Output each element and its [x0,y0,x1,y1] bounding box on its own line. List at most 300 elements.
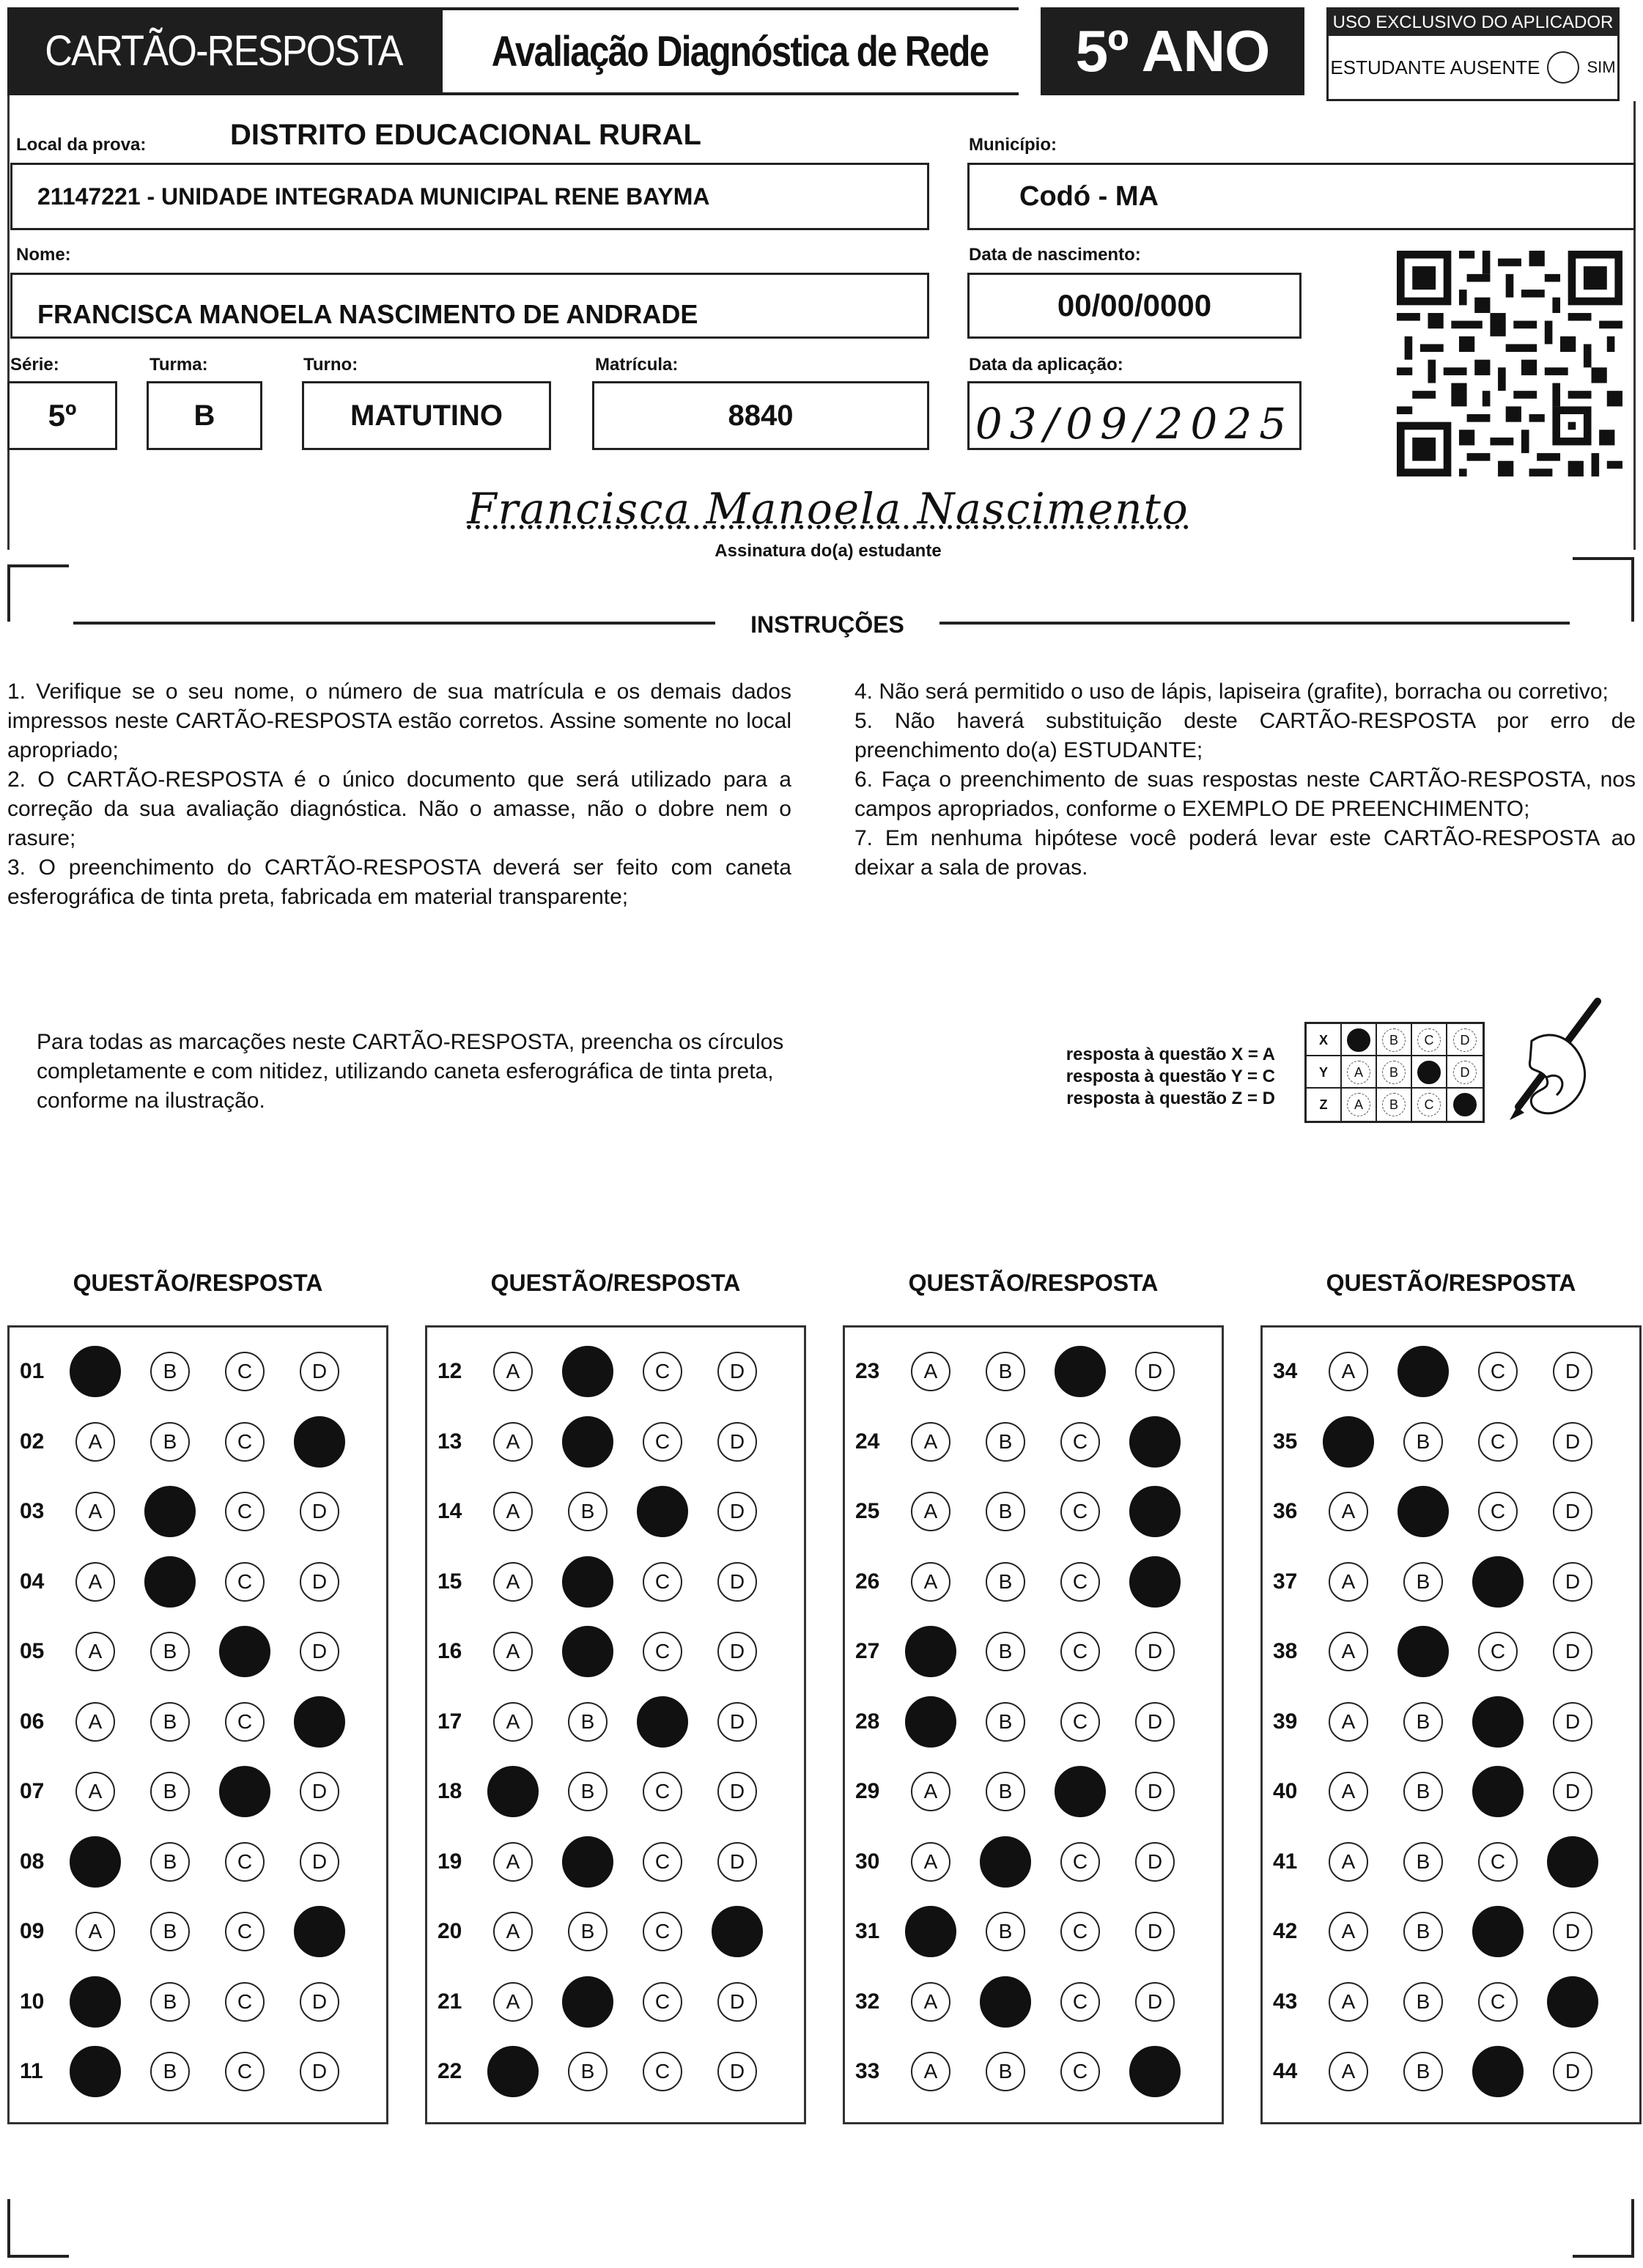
answer-bubble-a[interactable]: A [911,1562,950,1602]
answer-bubble-c[interactable] [637,1696,688,1748]
answer-bubble-d[interactable]: D [300,1352,339,1391]
answer-bubble-c[interactable]: C [1060,1632,1100,1671]
answer-bubble-b[interactable]: B [986,1632,1025,1671]
answer-bubble-c[interactable] [1472,1556,1524,1608]
municipio-value: Codó - MA [1019,180,1159,212]
answer-bubble-c[interactable]: C [225,1352,265,1391]
answer-bubble-b[interactable]: B [150,2052,190,2091]
answer-column-3 [843,1325,1224,2124]
answer-bubble-b[interactable] [562,1836,613,1888]
answer-bubble-c[interactable]: C [643,1772,682,1811]
example-bubble-d: D [1453,1028,1477,1052]
local-label: Local da prova: [16,135,147,155]
answer-bubble-b[interactable] [144,1556,196,1608]
answer-bubble-d[interactable]: D [1135,1982,1175,2022]
question-number: 40 [1273,1779,1298,1803]
answer-bubble-d[interactable]: D [717,1632,757,1671]
answer-bubble-c[interactable]: C [225,1422,265,1462]
answer-bubble-b[interactable]: B [568,1492,608,1531]
question-row [427,1342,804,1401]
answer-bubble-c[interactable]: C [1060,2052,1100,2091]
answer-bubble-d[interactable]: D [1553,1352,1592,1391]
instruction-6: 6. Faça o preenchimento de suas respostas neste CARTÃO-RESPOSTA, nos campos apropriados, conforme o EXEMPLO DE PREENCHIMENTO; [854,767,1636,821]
matricula-field [592,381,929,450]
answer-bubble-d[interactable]: D [300,1842,339,1882]
answer-bubble-d[interactable]: D [1553,1702,1592,1742]
nascimento-label: Data de nascimento: [969,245,1141,265]
answer-bubble-c[interactable]: C [225,1982,265,2022]
answer-bubble-d[interactable]: D [717,1492,757,1531]
answer-bubble-d[interactable]: D [717,1422,757,1462]
answer-bubble-c[interactable]: C [643,1912,682,1951]
question-row [1263,1833,1639,1891]
answer-bubble-d[interactable]: D [1135,1632,1175,1671]
answer-bubble-b[interactable]: B [568,1702,608,1742]
answer-bubble-a[interactable]: A [493,1702,533,1742]
answer-bubble-b[interactable]: B [986,1702,1025,1742]
answer-bubble-a[interactable]: A [911,1422,950,1462]
answer-bubble-d[interactable]: D [1135,1702,1175,1742]
answer-bubble-c[interactable]: C [1060,1982,1100,2022]
answer-bubble-d[interactable]: D [300,1772,339,1811]
question-row [1263,1902,1639,1961]
answer-bubble-b[interactable]: B [986,1772,1025,1811]
example-cell [1342,1089,1377,1121]
question-row [1263,1693,1639,1751]
answer-bubble-d[interactable]: D [717,1772,757,1811]
answer-bubble-a[interactable] [487,1766,539,1817]
answer-bubble-b[interactable]: B [986,2052,1025,2091]
answer-bubble-d[interactable]: D [717,2052,757,2091]
answer-bubble-c[interactable]: C [1060,1912,1100,1951]
answer-bubble-b[interactable]: B [150,1772,190,1811]
answer-bubble-b[interactable]: B [150,1352,190,1391]
answer-bubble-b[interactable] [562,1556,613,1608]
question-row [427,1762,804,1821]
turno-value: MATUTINO [350,399,503,432]
answer-bubble-c[interactable]: C [643,1842,682,1882]
answer-bubble-c[interactable]: C [1060,1562,1100,1602]
exam-title-box [443,10,1038,92]
answer-bubble-a[interactable] [905,1696,956,1748]
answer-bubble-c[interactable]: C [1478,1352,1518,1391]
example-bubble-c [1417,1061,1441,1084]
answer-bubble-d[interactable] [294,1696,345,1748]
answer-bubble-a[interactable]: A [75,1632,115,1671]
answer-bubble-d[interactable]: D [717,1702,757,1742]
instructions-title: INSTRUÇÕES [750,611,904,638]
question-number: 31 [855,1919,880,1943]
question-row [427,1833,804,1891]
pen-hand-icon [1466,997,1612,1136]
example-cell [1377,1089,1412,1121]
answer-bubble-b[interactable]: B [150,1912,190,1951]
answer-bubble-a[interactable] [70,1976,121,2028]
answer-bubble-a[interactable] [70,2046,121,2097]
answer-bubble-c[interactable] [1472,1696,1524,1748]
answer-bubble-d[interactable]: D [1553,1632,1592,1671]
answer-bubble-b[interactable] [1398,1626,1449,1677]
answer-bubble-b[interactable]: B [568,1912,608,1951]
answer-bubble-a[interactable]: A [1329,1982,1368,2022]
answer-bubble-a[interactable]: A [1329,1912,1368,1951]
answer-bubble-a[interactable] [70,1836,121,1888]
answer-bubble-d[interactable]: D [1553,1772,1592,1811]
answer-column-2 [425,1325,806,2124]
example-text: Para todas as marcações neste CARTÃO-RESPOSTA, preencha os círculos completamente e com nitidez, utilizando caneta esferográfica de tinta preta, conforme na ilustração. [37,1030,784,1113]
answer-bubble-d[interactable]: D [1135,1912,1175,1951]
question-number: 10 [20,1989,45,2014]
answer-bubble-d[interactable]: D [717,1982,757,2022]
absent-option: SIM [1587,58,1616,76]
question-number: 38 [1273,1639,1298,1663]
example-cell [1412,1089,1447,1121]
answer-bubble-b[interactable]: B [150,1632,190,1671]
instructions-left [7,677,791,912]
corner-bottom-left [7,2199,69,2258]
answer-bubble-a[interactable]: A [493,1422,533,1462]
answer-bubble-d[interactable] [1129,1556,1181,1608]
corner-bottom-right [1573,2199,1634,2258]
instruction-4: 4. Não será permitido o uso de lápis, lapiseira (grafite), borracha ou corretivo; [854,680,1609,704]
answer-bubble-d[interactable]: D [1553,1912,1592,1951]
answer-bubble-c[interactable]: C [643,1632,682,1671]
answer-bubble-c[interactable]: C [1478,1422,1518,1462]
answer-bubble-d[interactable] [1129,2046,1181,2097]
answer-bubble-b[interactable]: B [1403,1912,1443,1951]
example-cell [1342,1056,1377,1089]
answer-bubble-b[interactable]: B [1403,1982,1443,2022]
answer-bubble-c[interactable]: C [225,1562,265,1602]
example-bubble-c: C [1417,1028,1441,1052]
answer-bubble-b[interactable] [562,1416,613,1468]
answer-bubble-a[interactable] [487,2046,539,2097]
question-row [10,1413,386,1471]
example-cell [1377,1056,1412,1089]
answer-bubble-d[interactable]: D [300,2052,339,2091]
example-bubble-c: C [1417,1093,1441,1116]
answer-bubble-c[interactable]: C [1060,1492,1100,1531]
matricula-label: Matrícula: [595,355,679,375]
answer-bubble-a[interactable]: A [1329,1842,1368,1882]
applicator-box [1326,7,1620,101]
answer-bubble-a[interactable]: A [1329,1562,1368,1602]
answer-bubble-a[interactable]: A [493,1632,533,1671]
question-number: 19 [437,1849,462,1874]
exam-title: Avaliação Diagnóstica de Rede [492,27,989,76]
question-number: 23 [855,1359,880,1383]
answer-bubble-c[interactable]: C [1478,1632,1518,1671]
answer-bubble-a[interactable]: A [1329,1352,1368,1391]
example-cell [1342,1024,1377,1056]
turno-field [302,381,551,450]
answer-bubble-c[interactable]: C [643,1352,682,1391]
answer-bubble-d[interactable] [1129,1486,1181,1537]
answer-bubble-d[interactable] [294,1416,345,1468]
answer-bubble-d[interactable]: D [717,1842,757,1882]
answer-bubble-b[interactable]: B [1403,1562,1443,1602]
signature: Francisca Manoela Nascimento [467,484,1189,534]
instruction-5: 5. Não haverá substituição deste CARTÃO-RESPOSTA por erro de preenchimento do(a) ESTUDANTE; [854,709,1636,762]
answer-bubble-a[interactable] [905,1626,956,1677]
serie-value: 5º [48,398,77,432]
answer-bubble-a[interactable]: A [75,1492,115,1531]
serie-label: Série: [10,355,59,375]
question-row [10,1762,386,1821]
question-row [427,1902,804,1961]
answer-bubble-a[interactable]: A [911,2052,950,2091]
answer-bubble-b[interactable]: B [986,1422,1025,1462]
answer-bubble-a[interactable]: A [493,1912,533,1951]
instruction-2: 2. O CARTÃO-RESPOSTA é o único documento que será utilizado para a correção da sua avaliação diagnóstica. Não o amasse, não o dobre nem o rasure; [7,767,791,850]
answer-bubble-c[interactable]: C [1060,1842,1100,1882]
answer-bubble-b[interactable]: B [986,1352,1025,1391]
answer-bubble-a[interactable]: A [911,1492,950,1531]
answer-bubble-a[interactable]: A [1329,1772,1368,1811]
answer-bubble-c[interactable] [1472,2046,1524,2097]
answer-bubble-a[interactable] [70,1346,121,1397]
question-row [845,1482,1222,1541]
answer-bubble-d[interactable]: D [1135,1352,1175,1391]
answer-bubble-a[interactable]: A [1329,1632,1368,1671]
frame-left [7,95,10,550]
example-table [1304,1022,1485,1123]
answer-bubble-d[interactable]: D [300,1562,339,1602]
question-number: 08 [20,1849,45,1874]
answer-bubble-b[interactable]: B [568,2052,608,2091]
answer-bubble-a[interactable]: A [911,1842,950,1882]
answer-bubble-d[interactable] [294,1906,345,1957]
question-number: 14 [437,1499,462,1523]
answer-bubble-d[interactable] [1547,1976,1598,2028]
answer-bubble-b[interactable] [1398,1346,1449,1397]
answer-bubble-c[interactable]: C [225,1702,265,1742]
question-row [1263,1622,1639,1681]
column-title-3: QUESTÃO/RESPOSTA [908,1270,1159,1296]
answer-bubble-d[interactable]: D [1553,1492,1592,1531]
answer-bubble-b[interactable]: B [150,1842,190,1882]
answer-bubble-b[interactable]: B [1403,1702,1443,1742]
answer-bubble-b[interactable] [1398,1486,1449,1537]
question-number: 25 [855,1499,880,1523]
example-bubble-b: B [1382,1061,1406,1084]
answer-bubble-a[interactable]: A [75,1422,115,1462]
answer-bubble-b[interactable]: B [1403,1422,1443,1462]
example-row [1307,1024,1483,1056]
nascimento-value: 00/00/0000 [1057,288,1212,323]
answer-bubble-b[interactable]: B [150,1422,190,1462]
signature-label: Assinatura do(a) estudante [715,541,942,561]
answer-bubble-b[interactable] [980,1836,1031,1888]
answer-bubble-c[interactable]: C [225,1492,265,1531]
answer-bubble-d[interactable]: D [717,1352,757,1391]
answer-bubble-b[interactable] [562,1346,613,1397]
answer-bubble-c[interactable]: C [643,1422,682,1462]
question-number: 21 [437,1989,462,2014]
nascimento-field [967,273,1302,339]
card-title: CARTÃO-RESPOSTA [45,27,402,75]
answer-bubble-a[interactable]: A [911,1772,950,1811]
school-value: 21147221 - UNIDADE INTEGRADA MUNICIPAL RENE BAYMA [37,183,710,210]
corner-top-right [1573,557,1634,622]
question-row [427,1622,804,1681]
municipio-label: Município: [969,135,1057,155]
answer-bubble-c[interactable] [1472,1906,1524,1957]
answer-bubble-d[interactable]: D [1553,1422,1592,1462]
answer-bubble-a[interactable]: A [1329,2052,1368,2091]
nome-value: FRANCISCA MANOELA NASCIMENTO DE ANDRADE [37,299,698,329]
example-cell [1412,1056,1447,1089]
example-legend-y: resposta à questão Y = C [1066,1067,1275,1086]
question-number: 03 [20,1499,45,1523]
answer-bubble-c[interactable]: C [643,1562,682,1602]
answer-bubble-a[interactable]: A [911,1352,950,1391]
answer-bubble-c[interactable] [219,1766,270,1817]
answer-bubble-c[interactable]: C [225,1912,265,1951]
answer-bubble-a[interactable]: A [75,1772,115,1811]
instruction-3: 3. O preenchimento do CARTÃO-RESPOSTA deverá ser feito com caneta esferográfica de tinta preta, fabricada em material transparente; [7,855,791,909]
answer-bubble-b[interactable] [562,1976,613,2028]
answer-bubble-d[interactable]: D [1135,1772,1175,1811]
example-legend-x: resposta à questão X = A [1066,1045,1275,1064]
question-number: 39 [1273,1709,1298,1734]
example-bubble-d: D [1453,1061,1477,1084]
question-row [10,2042,386,2101]
answer-bubble-c[interactable]: C [643,2052,682,2091]
instructions-rule-left [73,622,715,625]
answer-bubble-c[interactable]: C [1060,1422,1100,1462]
question-row [10,1833,386,1891]
answer-bubble-c[interactable]: C [1478,1982,1518,2022]
serie-field [7,381,117,450]
answer-bubble-d[interactable]: D [717,1562,757,1602]
answer-bubble-c[interactable] [1055,1766,1106,1817]
answer-bubble-c[interactable]: C [1478,1842,1518,1882]
turma-label: Turma: [149,355,208,375]
aplicacao-field[interactable] [967,381,1302,450]
instructions-rule-right [939,622,1570,625]
answer-bubble-d[interactable]: D [1553,2052,1592,2091]
answer-bubble-a[interactable]: A [75,1912,115,1951]
answer-bubble-c[interactable] [219,1626,270,1677]
answer-bubble-b[interactable]: B [150,1702,190,1742]
answer-bubble-c[interactable] [637,1486,688,1537]
answer-bubble-b[interactable]: B [1403,2052,1443,2091]
question-number: 33 [855,2059,880,2083]
question-row [845,1902,1222,1961]
answer-bubble-b[interactable]: B [1403,1842,1443,1882]
answer-bubble-b[interactable]: B [150,1982,190,2022]
question-number: 18 [437,1779,462,1803]
question-row [845,1762,1222,1821]
question-row [427,1693,804,1751]
example-bubble-a: A [1347,1061,1370,1084]
turno-label: Turno: [303,355,358,375]
answer-bubble-a[interactable]: A [493,1842,533,1882]
question-row [10,1973,386,2031]
question-number: 12 [437,1359,462,1383]
answer-bubble-d[interactable] [712,1906,763,1957]
question-row [10,1693,386,1751]
answer-bubble-c[interactable]: C [1060,1702,1100,1742]
answer-bubble-d[interactable] [1129,1416,1181,1468]
example-bubble-a [1347,1028,1370,1052]
answer-bubble-b[interactable]: B [568,1772,608,1811]
answer-bubble-a[interactable]: A [1329,1702,1368,1742]
question-number: 44 [1273,2059,1298,2083]
question-number: 05 [20,1639,45,1663]
question-number: 20 [437,1919,462,1943]
answer-bubble-a[interactable]: A [1329,1492,1368,1531]
grade-box [1041,7,1304,95]
answer-bubble-a[interactable]: A [493,1492,533,1531]
answer-bubble-d[interactable]: D [300,1632,339,1671]
answer-bubble-b[interactable] [144,1486,196,1537]
example-row-label: X [1307,1024,1342,1056]
answer-bubble-b[interactable]: B [986,1492,1025,1531]
answer-bubble-d[interactable]: D [1553,1562,1592,1602]
question-number: 29 [855,1779,880,1803]
answer-bubble-b[interactable]: B [986,1912,1025,1951]
question-number: 35 [1273,1429,1298,1454]
answer-bubble-a[interactable]: A [493,1352,533,1391]
answer-bubble-c[interactable]: C [1478,1492,1518,1531]
question-row [845,1342,1222,1401]
question-row [845,1833,1222,1891]
question-row [1263,2042,1639,2101]
question-number: 41 [1273,1849,1298,1874]
instruction-7: 7. Em nenhuma hipótese você poderá levar este CARTÃO-RESPOSTA ao deixar a sala de provas. [854,826,1636,880]
question-number: 07 [20,1779,45,1803]
answer-bubble-d[interactable]: D [1135,1842,1175,1882]
answer-bubble-d[interactable]: D [300,1982,339,2022]
answer-bubble-a[interactable] [905,1906,956,1957]
example-row-label: Y [1307,1056,1342,1089]
answer-bubble-b[interactable] [980,1976,1031,2028]
answer-bubble-a[interactable]: A [75,1702,115,1742]
answer-column-4 [1260,1325,1642,2124]
turma-value: B [193,399,215,432]
answer-bubble-a[interactable]: A [493,1982,533,2022]
example-cell [1377,1024,1412,1056]
district-name: DISTRITO EDUCACIONAL RURAL [230,119,701,151]
answer-bubble-a[interactable]: A [493,1562,533,1602]
applicator-band: USO EXCLUSIVO DO APLICADOR [1329,10,1617,36]
answer-bubble-c[interactable]: C [643,1982,682,2022]
answer-bubble-a[interactable] [1323,1416,1374,1468]
answer-bubble-c[interactable] [1472,1766,1524,1817]
question-row [845,1553,1222,1611]
answer-bubble-b[interactable]: B [986,1562,1025,1602]
answer-bubble-b[interactable]: B [1403,1772,1443,1811]
answer-bubble-c[interactable]: C [225,2052,265,2091]
answer-bubble-a[interactable]: A [911,1982,950,2022]
answer-bubble-d[interactable]: D [300,1492,339,1531]
question-number: 27 [855,1639,880,1663]
answer-bubble-b[interactable] [562,1626,613,1677]
question-row [427,1413,804,1471]
question-number: 13 [437,1429,462,1454]
absent-checkbox[interactable] [1547,51,1579,84]
answer-bubble-d[interactable] [1547,1836,1598,1888]
question-number: 34 [1273,1359,1298,1383]
answer-bubble-c[interactable] [1055,1346,1106,1397]
answer-bubble-c[interactable]: C [225,1842,265,1882]
turma-field [147,381,262,450]
municipio-field [967,163,1636,230]
example-bubble-b: B [1382,1093,1406,1116]
answer-bubble-a[interactable]: A [75,1562,115,1602]
